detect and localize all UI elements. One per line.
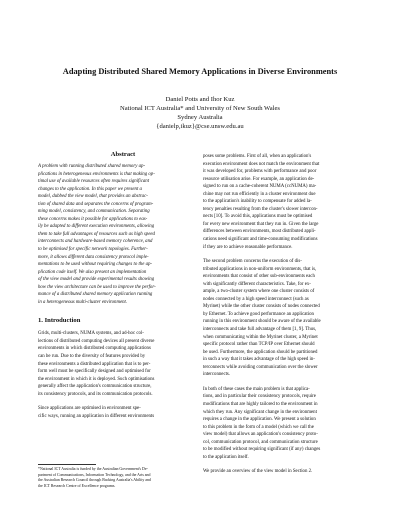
paper-title: Adapting Distributed Shared Memory Applications in Diverse Environments (62, 67, 338, 76)
footnote-rule (38, 464, 96, 465)
footnote: *National ICT Australia is funded by the Australian Government's De- partment of Communications, Information Technology, and the Arts and the Australian Research Council through Backing Australia's Ability and the ICT Research Centre of Excellence programs. (38, 467, 151, 488)
author-block (20, 95, 380, 131)
author-location: Sydney Australia (177, 114, 223, 121)
body-paragraph-2: The second problem concerns the execution of dis- tributed applications in non-uniform environments, that is, environments that consist of other sub-environments each with significantly different characteristics. Take, for ex- ample, a two-cluster system where one cluster consists of nodes connected by a high speed interconnect (such as Myrinet) while the other cluster consists of nodes connected by Ethernet. To achieve good performance an application running in this environment should be aware of the available interconnects and take full advantage of them [1, 9]. Thus, when communicating within the Myrinet cluster, a Myrinet specific protocol rather than TCP/IP over Ethernet should be used. Furthermore, the application should be partitioned in such a way that it takes advantage of the high speed in- terconnects while avoiding communication over the slower interconnects. (203, 259, 321, 378)
body-paragraph-1: poses some problems. First of all, when an application's execution environment does not match the environment that it was developed for, problems with performance and poor resource utilisation arise. For example, an application de- signed to run on a cache-coherent NUMA (ccNUMA) ma- chine may not run efficiently in a cluster environment due to the application's inability to compensate for added la- tency penalties resulting from the cluster's slower intercon- nects [10]. To avoid this, applications must be optimised for every new environment that they run in. Given the large differences between environments, most distributed appli- cations need significant and time-consuming modifications if they are to achieve reasonable performance. (203, 154, 320, 250)
introduction-paragraph-1: Grids, multi-clusters, NUMA systems, and ad-hoc col- lections of distributed computing devices all present diverse environments in which distributed computing applications can be run. Due to the diversity of features provided by these environments a distributed application that is to per- form well must be specifically designed and optimised for the environment in which it is deployed. Such optimisations generally affect the application's communication structure, its consistency protocols, and its communication protocols. (38, 331, 155, 397)
introduction-paragraph-2: Since applications are optimised in environment spe- cific ways, running an application in different environments (38, 406, 155, 419)
body-paragraph-4: We provide an overview of the view model in Section 2. (203, 469, 313, 475)
introduction-heading: 1. Introduction (38, 317, 81, 325)
left-column (38, 150, 208, 420)
author-email: {danielp,ikuz}@cse.unsw.edu.au (156, 123, 244, 130)
right-column (203, 153, 366, 476)
abstract-text: A problem with running distributed shared memory ap- plications in heterogeneous environments is that making op- timal use of available resources often requires significant changes to the application. In this paper we present a model, dubbed the view model, that provides an abstrac- tion of shared data and separates the concerns of program- ming model, consistency, and communication. Separating these concerns makes it possible for applications to eas- ily be adapted to different execution environments, allowing them to take full advantages of resources such as high speed interconnects and hardware-based memory coherence, and to be optimised for specific network topologies. Further- more, it allows different data consistency protocol imple- mentations to be used without requiring changes to the ap- plication code itself. We also present an implementation of the view model and provide experimental results showing how the view architecture can be used to improve the perfor- mance of a distributed shared memory application running in a heterogeneous multi-cluster environment. (38, 164, 156, 305)
author-names: Daniel Potts and Ihor Kuz (165, 96, 235, 103)
abstract-heading: Abstract (110, 151, 136, 158)
body-paragraph-3: In both of these cases the main problem is that applica- tions, and in particular their consistency protocols, require modifications that are highly tailored to the environment in which they run. Any significant change in the environment requires a change in the application. We present a solution to this problem in the form of a model (which we call the view model) that allows an application's consistency proto- col, communication protocol, and communication structure to be modified without requiring significant (if any) changes to the application itself. (203, 386, 321, 460)
author-affiliation: National ICT Australia* and University of New South Wales (119, 105, 280, 112)
